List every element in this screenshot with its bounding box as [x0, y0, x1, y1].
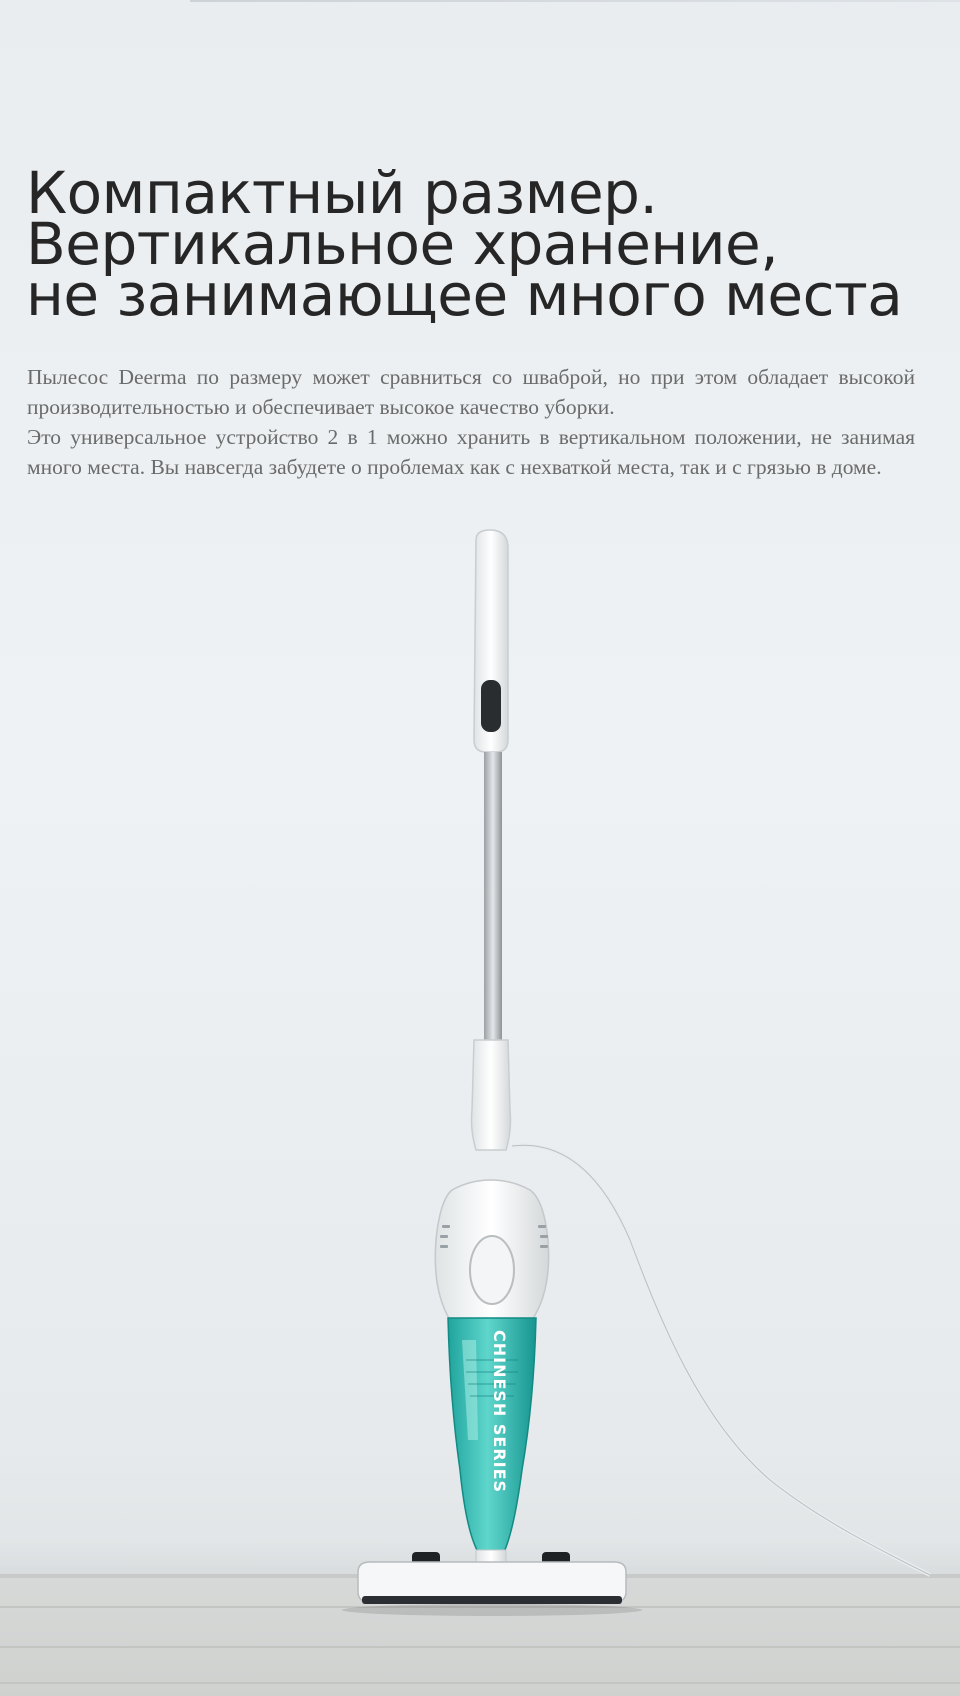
- floor-brush-base: [362, 1596, 622, 1604]
- headline-line-3: не занимающее много места: [26, 261, 903, 329]
- headline-line-2: Вертикальное хранение,: [26, 210, 779, 278]
- power-cord: [512, 1145, 930, 1575]
- extension-pole: [484, 752, 502, 1042]
- description-paragraph-2: Это универсальное устройство 2 в 1 можно хранить в вертикальном положении, не занимая много места. Вы навсегда забудете о проблемах как с нехваткой места, так и с грязью в доме.: [27, 425, 915, 479]
- main-body-neck: [472, 1040, 511, 1150]
- power-cord-shadow: [512, 1145, 930, 1575]
- headline-line-1: Компактный размер.: [26, 159, 658, 227]
- vacuum-shadow: [342, 1604, 642, 1616]
- filter-release-button: [470, 1236, 514, 1304]
- power-switch-icon: [481, 680, 501, 732]
- description-paragraph-1: Пылесос Deerma по размеру может сравниться со шваброй, но при этом обладает высокой производительностью и обеспечивает высокое качество уборки.: [27, 365, 915, 419]
- series-label: CHINESH SERIES: [490, 1330, 509, 1494]
